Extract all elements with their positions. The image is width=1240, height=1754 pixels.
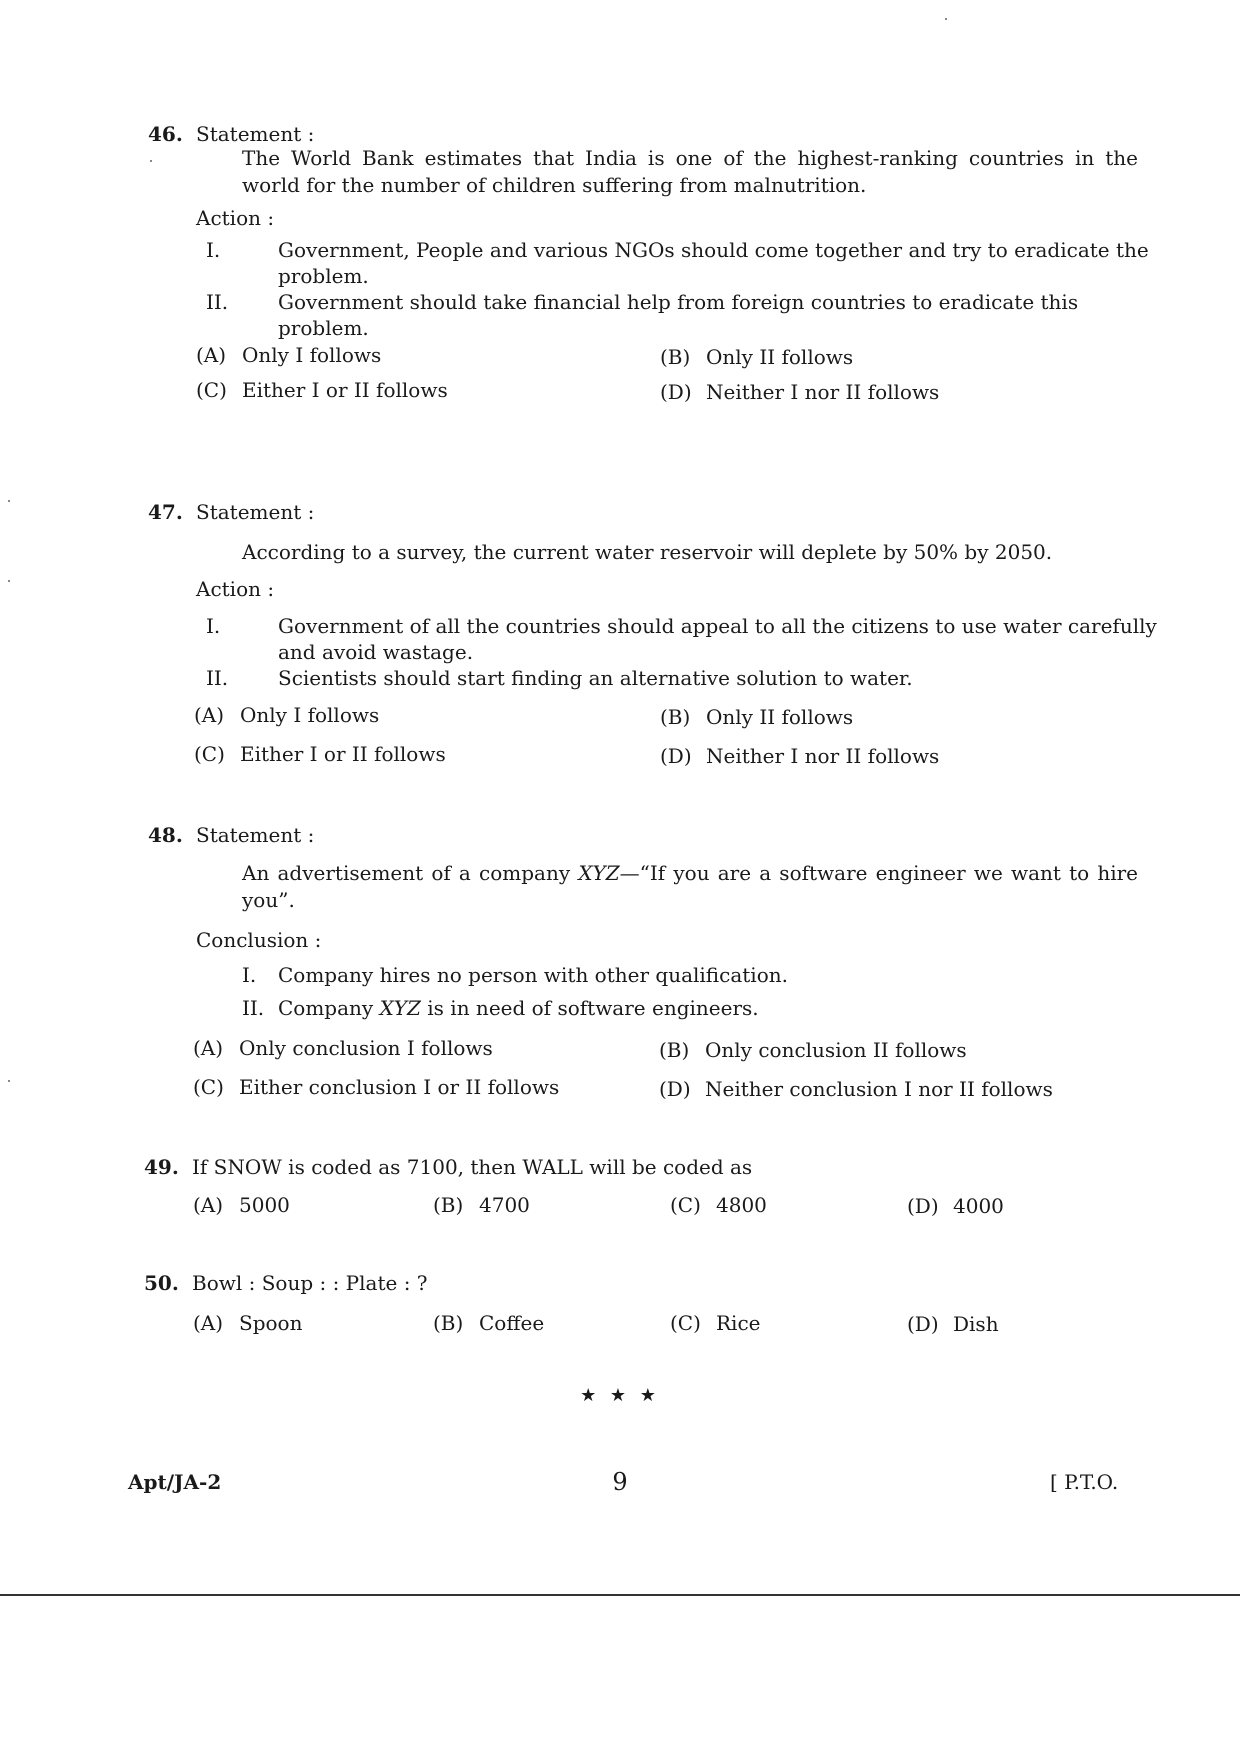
action-point-2 (206, 289, 1174, 341)
option-a (193, 1311, 302, 1335)
option-letter: (C) (196, 378, 227, 402)
option-b (659, 1038, 967, 1062)
option-b (433, 1193, 530, 1217)
option-b (660, 705, 853, 729)
option-c (670, 1193, 767, 1217)
option-d (660, 744, 939, 768)
paper-code: Apt/JA-2 (128, 1470, 222, 1494)
action-label: Action : (196, 577, 275, 601)
question-number: 48. (148, 823, 183, 847)
point-text: Government should take financial help from foreign countries to eradicate this problem. (278, 290, 1079, 340)
scan-speck (8, 580, 10, 582)
option-c (670, 1311, 761, 1335)
option-c (193, 1075, 559, 1099)
statement-text-post: —“If you are a software engineer we want to hire you”. (242, 861, 1139, 912)
end-marker: ★ ★ ★ (580, 1385, 660, 1406)
action-point-1 (206, 613, 1174, 665)
statement-label: Statement : (196, 500, 315, 524)
question-number: 49. (144, 1155, 179, 1179)
question-48-header (148, 823, 314, 847)
point-text-post: is in need of software engineers. (420, 996, 759, 1020)
question-text: If SNOW is coded as 7100, then WALL will be coded as (192, 1155, 753, 1179)
option-text: Rice (716, 1311, 761, 1335)
question-text: Bowl : Soup : : Plate : ? (192, 1271, 428, 1295)
option-letter: (C) (193, 1075, 224, 1099)
option-text: Coffee (479, 1311, 545, 1335)
question-47-header (148, 500, 314, 524)
option-d (907, 1194, 1004, 1218)
option-text: Only II follows (706, 345, 854, 369)
option-b (433, 1311, 544, 1335)
statement-text: According to a survey, the current water reservoir will deplete by 50% by 2050. (242, 540, 1053, 564)
option-letter: (C) (194, 742, 225, 766)
conclusion-label: Conclusion : (196, 928, 322, 952)
option-d (659, 1077, 1053, 1101)
point-roman: I. (242, 963, 257, 987)
scan-speck (8, 500, 10, 502)
option-text: Only I follows (240, 703, 380, 727)
option-text: Only conclusion I follows (239, 1036, 493, 1060)
point-roman: I. (206, 238, 221, 262)
option-letter: (B) (433, 1311, 464, 1335)
option-text: 4800 (716, 1193, 767, 1217)
point-text-pre: Company (278, 996, 380, 1020)
option-letter: (B) (660, 705, 691, 729)
option-a (194, 703, 379, 727)
statement-label: Statement : (196, 823, 315, 847)
point-text: Government of all the countries should appeal to all the citizens to use water carefully and avoid wastage. (278, 614, 1157, 664)
question-50-header (144, 1271, 428, 1295)
action-point-1 (206, 237, 1174, 289)
option-letter: (A) (196, 343, 227, 367)
option-a (193, 1193, 290, 1217)
conclusion-point-2 (242, 995, 1138, 1021)
point-roman: II. (206, 666, 229, 690)
option-letter: (D) (660, 744, 692, 768)
bottom-rule (0, 1594, 1240, 1596)
option-text: Neither I nor II follows (706, 380, 940, 404)
option-b (660, 345, 853, 369)
option-text: Only II follows (706, 705, 854, 729)
point-roman: II. (242, 996, 265, 1020)
question-49-header (144, 1155, 752, 1179)
option-text: 4000 (953, 1194, 1004, 1218)
statement-label: Statement : (196, 122, 315, 146)
statement-text: The World Bank estimates that India is one of the highest-ranking countries in the world for the number of children suffering from malnutrition. (242, 146, 1138, 197)
option-letter: (D) (659, 1077, 691, 1101)
option-d (907, 1312, 999, 1336)
option-letter: (D) (907, 1194, 939, 1218)
option-text: Dish (953, 1312, 999, 1336)
option-text: Neither I nor II follows (706, 744, 940, 768)
page-number: 9 (612, 1468, 628, 1496)
question-number: 50. (144, 1271, 179, 1295)
option-letter: (A) (194, 703, 225, 727)
point-text: Government, People and various NGOs should come together and try to eradicate the problem. (278, 238, 1149, 288)
question-number: 46. (148, 122, 183, 146)
option-text: 5000 (239, 1193, 290, 1217)
point-text: Scientists should start finding an alternative solution to water. (278, 666, 913, 690)
option-d (660, 380, 939, 404)
option-text: Either conclusion I or II follows (239, 1075, 560, 1099)
question-46-header (148, 122, 314, 146)
company-name: XYZ (379, 996, 421, 1020)
point-roman: II. (206, 290, 229, 314)
option-letter: (A) (193, 1036, 224, 1060)
conclusion-point-1 (242, 962, 1138, 988)
option-text: 4700 (479, 1193, 530, 1217)
option-letter: (D) (907, 1312, 939, 1336)
action-label: Action : (196, 206, 275, 230)
option-text: Only I follows (242, 343, 382, 367)
option-a (193, 1036, 493, 1060)
option-letter: (C) (670, 1311, 701, 1335)
point-text: Company hires no person with other qualification. (278, 963, 788, 987)
option-letter: (A) (193, 1311, 224, 1335)
option-text: Neither conclusion I nor II follows (705, 1077, 1053, 1101)
scan-speck (150, 160, 152, 162)
option-text: Either I or II follows (240, 742, 446, 766)
action-point-2 (206, 665, 1174, 691)
option-text: Only conclusion II follows (705, 1038, 967, 1062)
option-c (196, 378, 448, 402)
option-text: Either I or II follows (242, 378, 448, 402)
option-letter: (D) (660, 380, 692, 404)
option-letter: (A) (193, 1193, 224, 1217)
scan-speck (945, 18, 947, 20)
option-c (194, 742, 446, 766)
scan-speck (8, 1080, 10, 1082)
pto-note: [ P.T.O. (1050, 1470, 1119, 1494)
company-name: XYZ (578, 861, 620, 885)
option-letter: (B) (660, 345, 691, 369)
option-text: Spoon (239, 1311, 303, 1335)
option-letter: (B) (659, 1038, 690, 1062)
statement-text-pre: An advertisement of a company (242, 861, 579, 885)
point-roman: I. (206, 614, 221, 638)
option-a (196, 343, 381, 367)
statement-text (242, 860, 1138, 914)
question-number: 47. (148, 500, 183, 524)
option-letter: (B) (433, 1193, 464, 1217)
option-letter: (C) (670, 1193, 701, 1217)
